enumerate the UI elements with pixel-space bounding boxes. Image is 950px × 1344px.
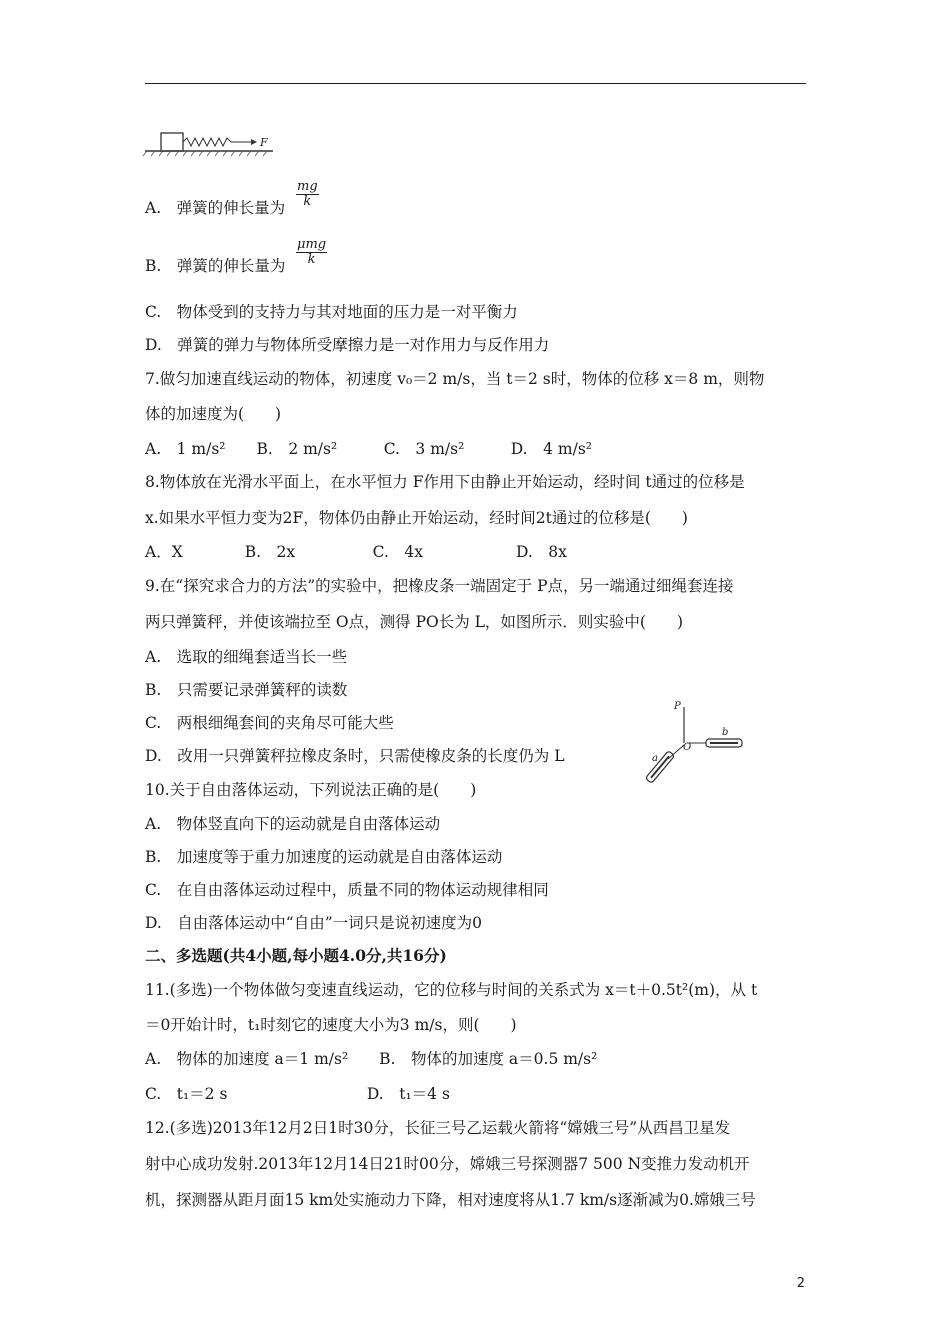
q10-option-a: A. 物体竖直向下的运动就是自由落体运动 [145,815,441,833]
q6-option-b-fraction [296,238,327,267]
q6-option-a-fraction [296,180,319,209]
q10-option-c: C. 在自由落体运动过程中，质量不同的物体运动规律相同 [145,881,549,899]
block [161,133,183,151]
q10-option-b: B. 加速度等于重力加速度的运动就是自由落体运动 [145,848,503,866]
q9-option-b: B. 只需要记录弹簧秤的读数 [145,681,348,699]
q8-options: A．X B. 2x C. 4x D. 8x [145,543,567,561]
fraction-denominator: k [303,194,312,209]
point-p-label: P [674,701,681,712]
q8-line-1: 8.物体放在光滑水平面上，在水平恒力 F作用下由静止开始运动，经时间 t通过的位移是 [145,473,745,491]
q6-option-b: B. 弹簧的伸长量为 [145,257,286,275]
spring [183,138,241,146]
q10-line-1: 10.关于自由落体运动，下列说法正确的是( ) [145,781,477,799]
section-heading: 二、多选题(共4小题,每小题4.0分,共16分) [145,946,447,965]
fraction-denominator: k [307,252,316,267]
q9-option-d: D. 改用一只弹簧秤拉橡皮条时，只需使橡皮条的长度仍为 L [145,747,565,765]
q6-option-d: D. 弹簧的弹力与物体所受摩擦力是一对作用力与反作用力 [145,336,550,354]
header-rule [145,83,806,84]
q6-option-a: A. 弹簧的伸长量为 [145,199,286,217]
q11-options-ab: A. 物体的加速度 a＝1 m/s² B. 物体的加速度 a＝0.5 m/s² [145,1050,598,1068]
q8-line-2: x.如果水平恒力变为2F，物体仍由静止开始运动，经时间2t通过的位移是( ) [145,509,688,527]
force-label: F [260,136,268,149]
q7-options: A. 1 m/s² B. 2 m/s² C. 3 m/s² D. 4 m/s² [145,440,592,458]
q10-option-d: D. 自由落体运动中“自由”一词只是说初速度为0 [145,914,483,932]
point-o-label: O [683,742,692,753]
q11-line-2: ＝0开始计时，t₁时刻它的速度大小为3 m/s，则( ) [145,1016,517,1034]
q11-line-1: 11.(多选)一个物体做匀变速直线运动，它的位移与时间的关系式为 x＝t＋0.5t²(m)，从 t [145,981,758,999]
spring-block-figure [145,128,280,158]
scale-a-label: a [652,753,658,764]
page-number: 2 [796,1276,805,1291]
q7-line-2: 体的加速度为( ) [145,405,282,423]
scale-b-label: b [722,727,729,738]
q9-line-1: 9.在“探究求合力的方法”的实验中，把橡皮条一端固定于 P点，另一端通过细绳套连接 [145,577,734,595]
q12-line-3: 机，探测器从距月面15 km处实施动力下降，相对速度将从1.7 km/s逐渐减为0.嫦娥三号 [145,1191,756,1209]
force-table-figure [640,695,750,790]
q9-option-c: C. 两根细绳套间的夹角尽可能大些 [145,714,394,732]
q7-line-1: 7.做匀加速直线运动的物体，初速度 v₀＝2 m/s，当 t＝2 s时，物体的位移 x＝8 m，则物 [145,370,765,388]
fraction-numerator: μmg [297,237,327,252]
q12-line-2: 射中心成功发射.2013年12月14日21时00分，嫦娥三号探测器7 500 N变推力发动机开 [145,1155,750,1173]
q12-line-1: 12.(多选)2013年12月2日1时30分，长征三号乙运载火箭将“嫦娥三号”从西昌卫星发 [145,1119,731,1137]
q6-option-c: C. 物体受到的支持力与其对地面的压力是一对平衡力 [145,303,518,321]
q9-line-2: 两只弹簧秤，并使该端拉至 O点，测得 PO长为 L，如图所示．则实验中( ) [145,613,684,631]
fraction-numerator: mg [297,179,318,194]
spring-scale-a [645,751,674,784]
q11-options-cd: C. t₁＝2 s D. t₁＝4 s [145,1085,450,1103]
spring-scale-b [706,739,742,747]
q9-option-a: A. 选取的细绳套适当长一些 [145,648,348,666]
